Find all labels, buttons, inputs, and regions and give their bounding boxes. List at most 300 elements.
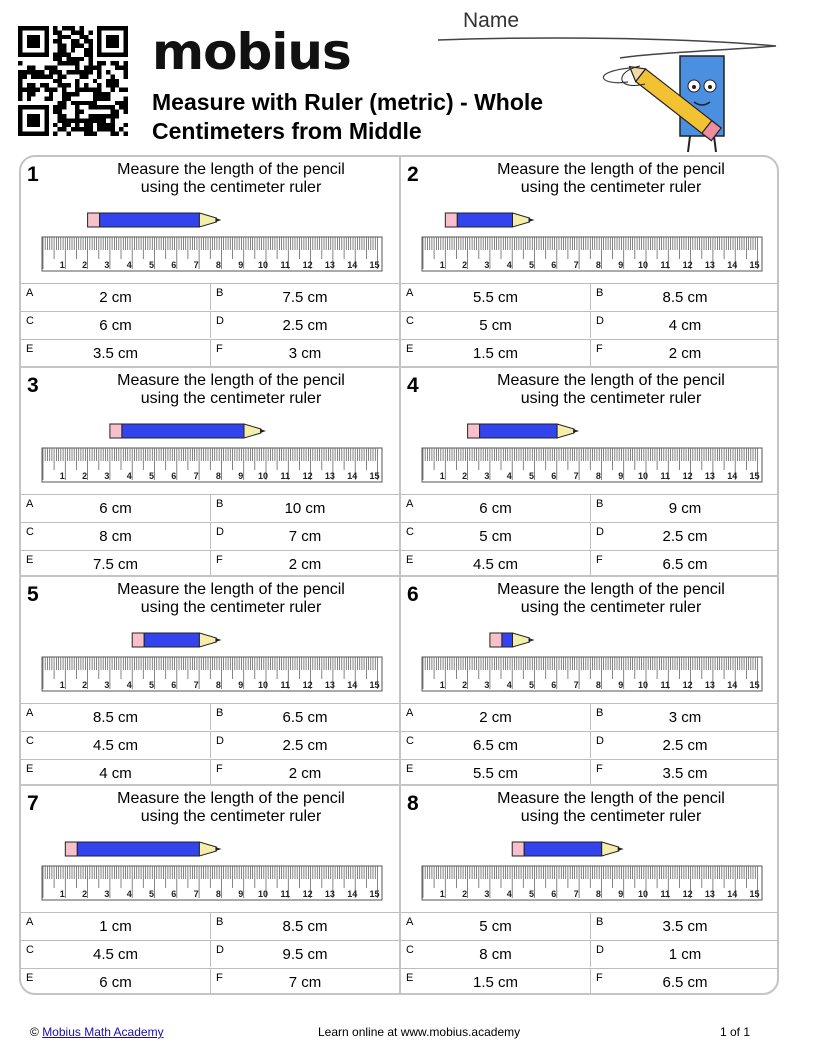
prompt-line-1: Measure the length of the pencil bbox=[117, 581, 345, 598]
pencil-and-ruler bbox=[21, 830, 399, 908]
pencil-body bbox=[502, 633, 513, 647]
ruler-label: 12 bbox=[302, 471, 313, 481]
answer-letter: B bbox=[216, 707, 224, 719]
answer-choice-b[interactable] bbox=[590, 703, 779, 730]
ruler-label: 14 bbox=[347, 889, 358, 899]
answer-letter: E bbox=[26, 343, 34, 355]
ruler-label: 2 bbox=[82, 889, 88, 899]
answer-letter: F bbox=[596, 343, 603, 355]
answer-value: 8.5 cm bbox=[282, 918, 328, 935]
prompt-line-2: using the centimeter ruler bbox=[140, 179, 322, 196]
answer-letter: D bbox=[596, 315, 604, 327]
ruler-label: 2 bbox=[462, 260, 468, 270]
problem-prompt bbox=[81, 372, 381, 408]
answer-choice-a[interactable] bbox=[21, 283, 210, 310]
answer-value: 7 cm bbox=[288, 974, 322, 991]
ruler-label: 12 bbox=[682, 260, 693, 270]
answer-value: 6 cm bbox=[479, 500, 512, 517]
answer-value: 2 cm bbox=[99, 289, 132, 306]
answer-letter: F bbox=[216, 343, 223, 355]
ruler-label: 8 bbox=[595, 680, 601, 690]
ruler-label: 11 bbox=[280, 260, 291, 270]
answer-choice-c[interactable] bbox=[21, 522, 210, 549]
centimeter-ruler bbox=[42, 237, 382, 271]
ruler-label: 8 bbox=[215, 889, 221, 899]
answer-value: 4 cm bbox=[99, 765, 132, 782]
answer-choice-b[interactable] bbox=[210, 494, 399, 521]
pencil-and-ruler bbox=[21, 412, 399, 490]
pencil-eraser bbox=[445, 213, 457, 227]
answer-value: 2.5 cm bbox=[662, 528, 708, 545]
pencil-tip bbox=[513, 213, 530, 227]
answer-letter: F bbox=[596, 554, 603, 566]
answer-value: 10 cm bbox=[284, 500, 326, 517]
answer-choices bbox=[21, 494, 399, 577]
ruler-label: 13 bbox=[324, 471, 335, 481]
ruler-label: 3 bbox=[484, 471, 490, 481]
pencil-body bbox=[480, 424, 557, 438]
ruler-label: 1 bbox=[59, 680, 65, 690]
ruler-label: 7 bbox=[573, 680, 579, 690]
answer-letter: D bbox=[216, 315, 224, 327]
ruler-label: 2 bbox=[82, 680, 88, 690]
ruler-label: 11 bbox=[280, 680, 291, 690]
pencil-body bbox=[77, 842, 199, 856]
mascot-illustration bbox=[610, 46, 735, 156]
pencil bbox=[88, 213, 222, 227]
answer-choice-e[interactable] bbox=[21, 968, 210, 995]
problem-prompt bbox=[81, 161, 381, 197]
answer-choice-d[interactable] bbox=[210, 940, 399, 967]
answer-letter: C bbox=[406, 526, 414, 538]
pencil-body bbox=[100, 213, 200, 227]
answer-value: 9 cm bbox=[668, 500, 702, 517]
problem-number: 1 bbox=[27, 163, 39, 186]
pencil-eraser bbox=[132, 633, 144, 647]
pencil-and-ruler bbox=[21, 621, 399, 699]
answer-value: 7.5 cm bbox=[282, 289, 328, 306]
answer-choice-f[interactable] bbox=[590, 759, 779, 786]
answer-value: 2 cm bbox=[288, 556, 322, 573]
ruler-label: 14 bbox=[727, 889, 738, 899]
pencil-tip bbox=[199, 213, 216, 227]
answer-choice-e[interactable] bbox=[21, 550, 210, 577]
answer-value: 1.5 cm bbox=[472, 345, 518, 362]
answer-choice-d[interactable] bbox=[590, 311, 779, 338]
answer-choice-b[interactable] bbox=[210, 283, 399, 310]
ruler-label: 14 bbox=[727, 680, 738, 690]
answer-letter: A bbox=[26, 498, 34, 510]
ruler-label: 12 bbox=[302, 680, 313, 690]
pencil-eraser bbox=[65, 842, 77, 856]
ruler-label: 13 bbox=[324, 260, 335, 270]
answer-choice-f[interactable] bbox=[210, 968, 399, 995]
answer-choices bbox=[401, 703, 779, 786]
answer-choice-e[interactable] bbox=[401, 968, 590, 995]
answer-letter: A bbox=[26, 287, 34, 299]
answer-value: 1.5 cm bbox=[472, 974, 518, 991]
ruler-label: 14 bbox=[347, 260, 358, 270]
problem-number: 2 bbox=[407, 163, 419, 186]
answer-choice-a[interactable] bbox=[401, 912, 590, 939]
answer-letter: A bbox=[26, 916, 34, 928]
ruler-label: 13 bbox=[704, 680, 715, 690]
prompt-line-2: using the centimeter ruler bbox=[140, 599, 322, 616]
answer-letter: C bbox=[406, 735, 414, 747]
mobius-academy-link[interactable]: Mobius Math Academy bbox=[42, 1025, 164, 1039]
ruler-label: 9 bbox=[238, 889, 244, 899]
answer-letter: E bbox=[26, 554, 34, 566]
answer-choice-c[interactable] bbox=[21, 731, 210, 758]
answer-value: 6 cm bbox=[99, 317, 132, 334]
pencil-lead bbox=[529, 218, 535, 222]
ruler-label: 3 bbox=[104, 680, 110, 690]
answer-choice-c[interactable] bbox=[401, 731, 590, 758]
answer-choice-a[interactable] bbox=[21, 703, 210, 730]
ruler-label: 10 bbox=[257, 260, 269, 270]
ruler-label: 15 bbox=[749, 889, 760, 899]
problem-2 bbox=[399, 157, 777, 366]
pencil-eraser bbox=[468, 424, 480, 438]
answer-value: 3.5 cm bbox=[92, 345, 138, 362]
answer-choices bbox=[21, 283, 399, 366]
prompt-line-2: using the centimeter ruler bbox=[140, 390, 322, 407]
answer-value: 2 cm bbox=[668, 345, 702, 362]
ruler-label: 6 bbox=[171, 680, 177, 690]
pencil-tip bbox=[199, 633, 216, 647]
pencil-and-ruler bbox=[401, 201, 779, 279]
pencil-lead bbox=[573, 429, 579, 433]
answer-value: 5.5 cm bbox=[472, 765, 518, 782]
pencil-body bbox=[122, 424, 244, 438]
ruler-label: 6 bbox=[551, 680, 557, 690]
ruler-label: 12 bbox=[682, 471, 693, 481]
ruler-label: 10 bbox=[637, 260, 649, 270]
answer-choice-d[interactable] bbox=[210, 522, 399, 549]
answer-value: 3.5 cm bbox=[662, 765, 708, 782]
answer-letter: B bbox=[216, 287, 224, 299]
answer-letter: A bbox=[406, 707, 414, 719]
centimeter-ruler bbox=[42, 657, 382, 691]
answer-value: 4 cm bbox=[668, 317, 702, 334]
pencil bbox=[132, 633, 221, 647]
ruler-label: 4 bbox=[506, 260, 512, 270]
answer-letter: C bbox=[406, 315, 414, 327]
answer-value: 3 cm bbox=[288, 345, 322, 362]
ruler-label: 4 bbox=[126, 889, 132, 899]
ruler-label: 2 bbox=[462, 680, 468, 690]
ruler-label: 7 bbox=[573, 471, 579, 481]
answer-value: 6 cm bbox=[99, 500, 132, 517]
answer-value: 1 cm bbox=[99, 918, 132, 935]
answer-choice-b[interactable] bbox=[590, 283, 779, 310]
answer-letter: B bbox=[596, 498, 604, 510]
pencil-tip bbox=[513, 633, 530, 647]
centimeter-ruler bbox=[422, 237, 762, 271]
ruler-label: 10 bbox=[637, 471, 649, 481]
answer-letter: A bbox=[406, 916, 414, 928]
problem-6 bbox=[399, 575, 777, 784]
problem-7 bbox=[21, 784, 399, 993]
answer-choice-f[interactable] bbox=[210, 339, 399, 366]
ruler-label: 3 bbox=[484, 680, 490, 690]
ruler-label: 6 bbox=[171, 471, 177, 481]
ruler-label: 1 bbox=[439, 260, 445, 270]
answer-letter: B bbox=[596, 707, 604, 719]
prompt-line-1: Measure the length of the pencil bbox=[117, 161, 345, 178]
ruler-label: 5 bbox=[148, 260, 155, 270]
ruler-label: 5 bbox=[528, 471, 535, 481]
answer-choice-a[interactable] bbox=[401, 494, 590, 521]
ruler-label: 8 bbox=[595, 471, 601, 481]
answer-value: 2.5 cm bbox=[282, 737, 328, 754]
ruler-label: 3 bbox=[104, 260, 110, 270]
ruler-label: 14 bbox=[347, 471, 358, 481]
ruler-label: 10 bbox=[637, 889, 649, 899]
ruler-label: 15 bbox=[369, 680, 380, 690]
answer-value: 6.5 cm bbox=[662, 556, 708, 573]
answer-letter: E bbox=[406, 763, 414, 775]
ruler-label: 1 bbox=[59, 260, 65, 270]
ruler-label: 13 bbox=[704, 260, 715, 270]
ruler-label: 2 bbox=[462, 471, 468, 481]
ruler-label: 3 bbox=[104, 889, 110, 899]
ruler-label: 4 bbox=[506, 471, 512, 481]
ruler-label: 3 bbox=[484, 889, 490, 899]
answer-choice-e[interactable] bbox=[401, 550, 590, 577]
answer-value: 8 cm bbox=[479, 946, 512, 963]
ruler-label: 7 bbox=[193, 471, 199, 481]
problem-number: 3 bbox=[27, 374, 39, 397]
answer-choice-f[interactable] bbox=[590, 968, 779, 995]
answer-choice-c[interactable] bbox=[401, 522, 590, 549]
answer-letter: F bbox=[216, 763, 223, 775]
answer-choice-d[interactable] bbox=[590, 940, 779, 967]
ruler-label: 11 bbox=[280, 471, 291, 481]
answer-value: 8.5 cm bbox=[662, 289, 708, 306]
ruler-label: 11 bbox=[660, 680, 671, 690]
answer-choices bbox=[401, 283, 779, 366]
centimeter-ruler bbox=[42, 448, 382, 482]
prompt-line-1: Measure the length of the pencil bbox=[497, 581, 725, 598]
answer-letter: E bbox=[26, 972, 34, 984]
answer-letter: E bbox=[406, 554, 414, 566]
ruler-label: 4 bbox=[126, 471, 132, 481]
answer-choice-e[interactable] bbox=[21, 759, 210, 786]
ruler-label: 9 bbox=[618, 471, 624, 481]
problem-prompt bbox=[461, 161, 761, 197]
answer-value: 2 cm bbox=[288, 765, 322, 782]
answer-choice-c[interactable] bbox=[21, 311, 210, 338]
ruler-label: 15 bbox=[749, 680, 760, 690]
problem-prompt bbox=[461, 372, 761, 408]
answer-choice-f[interactable] bbox=[210, 550, 399, 577]
ruler-label: 11 bbox=[660, 889, 671, 899]
answer-value: 2 cm bbox=[479, 709, 512, 726]
ruler-label: 6 bbox=[551, 889, 557, 899]
ruler-label: 15 bbox=[369, 471, 380, 481]
answer-value: 4.5 cm bbox=[92, 946, 138, 963]
mobius-logo: mobius bbox=[152, 23, 351, 81]
answer-choice-e[interactable] bbox=[401, 759, 590, 786]
ruler-label: 9 bbox=[618, 260, 624, 270]
answer-value: 6.5 cm bbox=[282, 709, 328, 726]
answer-value: 3 cm bbox=[668, 709, 702, 726]
answer-letter: C bbox=[26, 944, 34, 956]
ruler-label: 9 bbox=[618, 889, 624, 899]
ruler-label: 7 bbox=[193, 680, 199, 690]
ruler-label: 11 bbox=[280, 889, 291, 899]
ruler-label: 10 bbox=[637, 680, 649, 690]
answer-value: 5 cm bbox=[479, 528, 512, 545]
pencil-tip bbox=[557, 424, 574, 438]
pencil-and-ruler bbox=[401, 621, 779, 699]
answer-choice-b[interactable] bbox=[210, 703, 399, 730]
prompt-line-2: using the centimeter ruler bbox=[140, 808, 322, 825]
pencil-lead bbox=[260, 429, 266, 433]
prompt-line-1: Measure the length of the pencil bbox=[117, 790, 345, 807]
footer-learn-online: Learn online at www.mobius.academy bbox=[318, 1025, 521, 1039]
ruler-label: 12 bbox=[682, 680, 693, 690]
answer-choice-c[interactable] bbox=[21, 940, 210, 967]
pencil bbox=[445, 213, 534, 227]
answer-value: 7 cm bbox=[288, 528, 322, 545]
ruler-label: 8 bbox=[215, 471, 221, 481]
answer-value: 5 cm bbox=[479, 918, 512, 935]
ruler-label: 1 bbox=[59, 471, 65, 481]
pencil-and-ruler bbox=[21, 201, 399, 279]
answer-choice-f[interactable] bbox=[590, 550, 779, 577]
ruler-label: 14 bbox=[727, 260, 738, 270]
problem-3 bbox=[21, 366, 399, 575]
answer-value: 2.5 cm bbox=[282, 317, 328, 334]
ruler-label: 2 bbox=[82, 260, 88, 270]
answer-value: 6.5 cm bbox=[472, 737, 518, 754]
answer-value: 2.5 cm bbox=[662, 737, 708, 754]
problem-prompt bbox=[81, 790, 381, 826]
answer-value: 3.5 cm bbox=[662, 918, 708, 935]
answer-choice-d[interactable] bbox=[590, 522, 779, 549]
answer-letter: B bbox=[596, 287, 604, 299]
answer-choices bbox=[21, 703, 399, 786]
ruler-label: 4 bbox=[126, 260, 132, 270]
pencil-eraser bbox=[490, 633, 502, 647]
answer-choice-a[interactable] bbox=[21, 912, 210, 939]
ruler-label: 1 bbox=[439, 889, 445, 899]
ruler-label: 8 bbox=[215, 260, 221, 270]
pencil-lead bbox=[215, 847, 221, 851]
answer-letter: A bbox=[406, 287, 414, 299]
ruler-label: 5 bbox=[148, 889, 155, 899]
answer-choice-d[interactable] bbox=[210, 731, 399, 758]
ruler-label: 15 bbox=[749, 471, 760, 481]
footer-copyright bbox=[30, 1025, 164, 1039]
answer-letter: B bbox=[216, 916, 224, 928]
answer-letter: C bbox=[406, 944, 414, 956]
pencil-lead bbox=[618, 847, 624, 851]
ruler-label: 14 bbox=[727, 471, 738, 481]
answer-choice-c[interactable] bbox=[401, 311, 590, 338]
answer-choice-e[interactable] bbox=[21, 339, 210, 366]
answer-letter: B bbox=[596, 916, 604, 928]
answer-letter: C bbox=[26, 526, 34, 538]
answer-letter: C bbox=[26, 735, 34, 747]
problem-prompt bbox=[461, 790, 761, 826]
worksheet-title: Measure with Ruler (metric) - Whole Centimeters from Middle bbox=[152, 89, 544, 144]
problem-number: 5 bbox=[27, 583, 39, 606]
pencil-tip bbox=[199, 842, 216, 856]
ruler-label: 11 bbox=[660, 471, 671, 481]
answer-value: 4.5 cm bbox=[92, 737, 138, 754]
ruler-label: 9 bbox=[238, 471, 244, 481]
answer-choice-b[interactable] bbox=[210, 912, 399, 939]
problem-4 bbox=[399, 366, 777, 575]
answer-choice-b[interactable] bbox=[590, 912, 779, 939]
answer-choice-b[interactable] bbox=[590, 494, 779, 521]
answer-value: 8.5 cm bbox=[92, 709, 138, 726]
ruler-label: 5 bbox=[148, 471, 155, 481]
answer-choices bbox=[401, 494, 779, 577]
answer-letter: A bbox=[26, 707, 34, 719]
answer-choice-d[interactable] bbox=[590, 731, 779, 758]
ruler-label: 1 bbox=[439, 680, 445, 690]
ruler-label: 13 bbox=[704, 471, 715, 481]
answer-choice-a[interactable] bbox=[21, 494, 210, 521]
answer-choice-a[interactable] bbox=[401, 283, 590, 310]
prompt-line-2: using the centimeter ruler bbox=[520, 808, 702, 825]
problem-1 bbox=[21, 157, 399, 366]
ruler-label: 15 bbox=[369, 260, 380, 270]
answer-value: 5.5 cm bbox=[472, 289, 518, 306]
problem-5 bbox=[21, 575, 399, 784]
pencil bbox=[468, 424, 579, 438]
pencil-and-ruler bbox=[401, 830, 779, 908]
pencil-eraser bbox=[512, 842, 524, 856]
problem-prompt bbox=[81, 581, 381, 617]
ruler-label: 8 bbox=[595, 889, 601, 899]
pencil-and-ruler bbox=[401, 412, 779, 490]
name-label: Name bbox=[463, 9, 520, 32]
answer-choices bbox=[21, 912, 399, 995]
answer-choice-a[interactable] bbox=[401, 703, 590, 730]
ruler-label: 13 bbox=[324, 680, 335, 690]
answer-choice-f[interactable] bbox=[210, 759, 399, 786]
ruler-label: 13 bbox=[324, 889, 335, 899]
answer-letter: E bbox=[26, 763, 34, 775]
prompt-line-1: Measure the length of the pencil bbox=[117, 372, 345, 389]
answer-letter: C bbox=[26, 315, 34, 327]
answer-choice-d[interactable] bbox=[210, 311, 399, 338]
ruler-label: 10 bbox=[257, 471, 269, 481]
pencil-eraser bbox=[88, 213, 100, 227]
centimeter-ruler bbox=[422, 448, 762, 482]
answer-choice-e[interactable] bbox=[401, 339, 590, 366]
answer-value: 1 cm bbox=[668, 946, 702, 963]
prompt-line-1: Measure the length of the pencil bbox=[497, 790, 725, 807]
answer-value: 5 cm bbox=[479, 317, 512, 334]
answer-letter: E bbox=[406, 343, 414, 355]
pencil-body bbox=[144, 633, 199, 647]
answer-value: 6 cm bbox=[99, 974, 132, 991]
answer-letter: E bbox=[406, 972, 414, 984]
problem-number: 8 bbox=[407, 792, 419, 815]
ruler-label: 10 bbox=[257, 889, 269, 899]
pencil-lead bbox=[215, 218, 221, 222]
answer-choice-c[interactable] bbox=[401, 940, 590, 967]
answer-choice-f[interactable] bbox=[590, 339, 779, 366]
ruler-label: 12 bbox=[302, 260, 313, 270]
ruler-label: 1 bbox=[59, 889, 65, 899]
